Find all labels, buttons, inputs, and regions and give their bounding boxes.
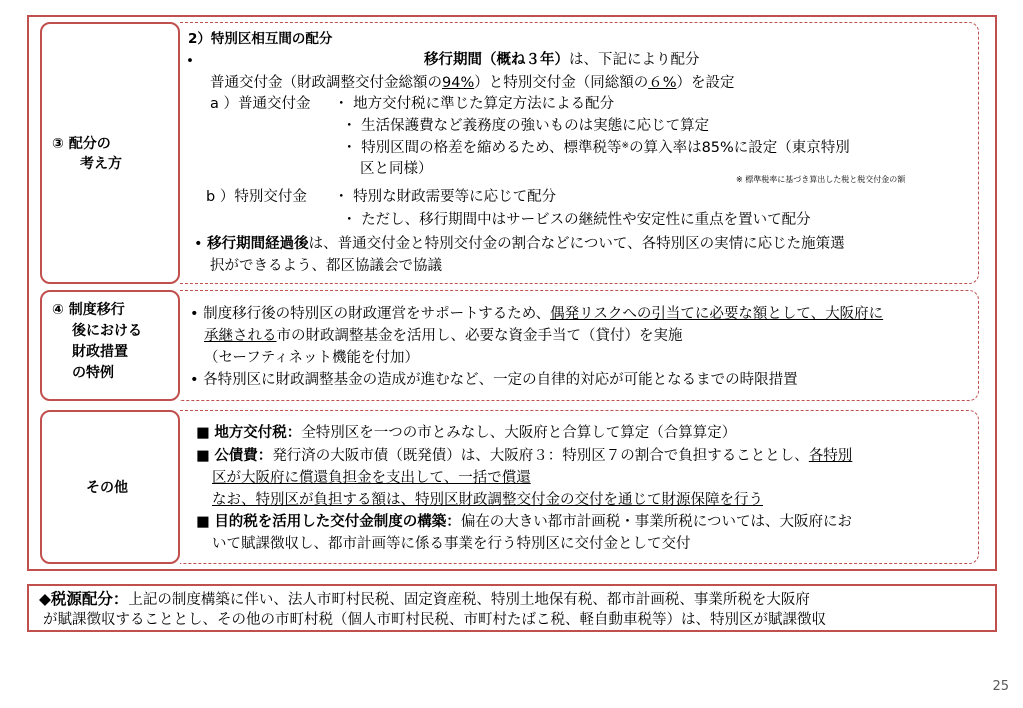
transition-period-bold: 移行期間（概ね３年） xyxy=(424,52,569,68)
section5-label-box xyxy=(40,410,180,564)
line2-pct-94: 94% xyxy=(442,75,475,91)
after-transition-line2: 択ができるよう、都区協議会で協議 xyxy=(210,258,442,274)
section4-line1-text: 制度移行後の特別区の財政運営をサポートするため、 xyxy=(203,306,551,322)
section3-label-1: ③ 配分の xyxy=(52,136,111,152)
tax-allocation-box xyxy=(27,584,997,632)
section5-line6: いて賦課徴収し、都市計画等に係る事業を行う特別区に交付金として交付 xyxy=(212,536,691,552)
a-item-3-text-a: ・ 特別区間の格差を縮めるため、標準税等 xyxy=(342,140,622,156)
local-tax-bold: 地方交付税： xyxy=(214,425,302,441)
section4-line2-underline: 承継される xyxy=(204,328,277,344)
section5-line2 xyxy=(196,447,852,465)
section3-line2 xyxy=(210,74,735,92)
after-transition-bold: 移行期間経過後 xyxy=(207,236,309,252)
section5-content-box xyxy=(180,410,979,564)
section4-line2 xyxy=(204,327,683,345)
a-item-1: ・ 地方交付税に準じた算定方法による配分 xyxy=(334,96,615,112)
a-item-3 xyxy=(342,139,850,157)
section4-label-2: 後における xyxy=(72,323,142,339)
line2-pct-6: ６% xyxy=(648,75,677,91)
section5-line4: なお、特別区が負担する額は、特別区財政調整交付金の交付を通じて財源保障を行う xyxy=(212,492,763,508)
section4-line1-underline: 偶発リスクへの引当てに必要な額として、大阪府に xyxy=(550,306,884,322)
b-item-2: ・ ただし、移行期間中はサービスの継続性や安定性に重点を置いて配分 xyxy=(342,212,811,228)
section4-line4 xyxy=(190,371,798,389)
line2-text-c: ）を設定 xyxy=(676,75,735,91)
b-label: b ）特別交付金 xyxy=(206,189,307,205)
square-bullet-2: ■ xyxy=(196,448,210,464)
section4-label-3: 財政措置 xyxy=(72,344,128,360)
section3-label-2: 考え方 xyxy=(80,156,122,172)
section5-line5 xyxy=(196,513,852,531)
section5-label: その他 xyxy=(86,480,128,496)
a-item-2: ・ 生活保護費など義務度の強いものは実態に応じて算定 xyxy=(342,118,710,134)
tax-allocation-line1 xyxy=(39,590,810,609)
section4-label-1: ④ 制度移行 xyxy=(52,302,125,318)
footnote: ※ 標準税率に基づき算出した税と税交付金の額 xyxy=(736,175,906,184)
section3-bullet: • xyxy=(186,53,194,69)
public-debt-bold: 公債費： xyxy=(214,448,273,464)
section3-label-box xyxy=(40,22,180,284)
purpose-tax-bold: 目的税を活用した交付金制度の構築： xyxy=(214,514,461,530)
line2-text-b: ）と特別交付金（同総額の xyxy=(474,75,649,91)
section3-content-box xyxy=(180,22,979,284)
line2-text-a: 普通交付金（財政調整交付金総額の xyxy=(210,75,442,91)
tax-allocation-bold: ◆税源配分： xyxy=(39,590,129,608)
after-transition-line1 xyxy=(194,235,845,253)
after-bullet: • xyxy=(194,236,203,252)
transition-period-rest: は、下記により配分 xyxy=(569,52,700,68)
section4-bullet-2: • xyxy=(190,372,199,388)
section4-label-4: の特例 xyxy=(72,365,114,381)
section3-line1 xyxy=(424,51,700,69)
square-bullet-1: ■ xyxy=(196,425,210,441)
section4-line4-text: 各特別区に財政調整基金の造成が進むなど、一定の自律的対応が可能となるまでの時限措置 xyxy=(203,372,798,388)
section4-content-box xyxy=(180,290,979,401)
page-number: 25 xyxy=(992,679,1009,694)
a-item-4: 区と同様） xyxy=(360,161,433,177)
section4-line1 xyxy=(190,305,883,323)
section4-bullet-1: • xyxy=(190,306,199,322)
tax-allocation-text-1: 上記の制度構築に伴い、法人市町村民税、固定資産税、特別土地保有税、都市計画税、事業所税を大阪府 xyxy=(128,592,810,608)
a-label: a ）普通交付金 xyxy=(210,96,311,112)
tax-allocation-line2: が賦課徴収することとし、その他の市町村税（個人市町村民税、市町村たばこ税、軽自動車税等）は、特別区が賦課徴収 xyxy=(43,612,826,628)
b-item-1: ・ 特別な財政需要等に応じて配分 xyxy=(334,189,557,205)
section4-line3: （セーフティネット機能を付加） xyxy=(204,350,420,366)
purpose-tax-rest: 偏在の大きい都市計画税・事業所税については、大阪府にお xyxy=(460,514,853,530)
a-item-3-text-b: の算入率は85%に設定（東京特別 xyxy=(629,140,850,156)
a-item-3-sup: ※ xyxy=(621,141,630,151)
square-bullet-3: ■ xyxy=(196,514,210,530)
section5-line3: 区が大阪府に償還負担金を支出して、一括で償還 xyxy=(212,470,531,486)
public-debt-rest: 発行済の大阪市債（既発債）は、大阪府３：特別区７の割合で負担することとし、 xyxy=(272,448,809,464)
public-debt-underline: 各特別 xyxy=(808,448,853,464)
local-tax-rest: 全特別区を一つの市とみなし、大阪府と合算して算定（合算算定） xyxy=(301,425,737,441)
section5-line1 xyxy=(196,424,736,442)
section3-heading: 2）特別区相互間の配分 xyxy=(188,31,333,47)
section4-label-box xyxy=(40,290,180,401)
after-transition-rest: は、普通交付金と特別交付金の割合などについて、各特別区の実情に応じた施策選 xyxy=(308,236,845,252)
section4-line2-text: 市の財政調整基金を活用し、必要な資金手当て（貸付）を実施 xyxy=(276,328,683,344)
